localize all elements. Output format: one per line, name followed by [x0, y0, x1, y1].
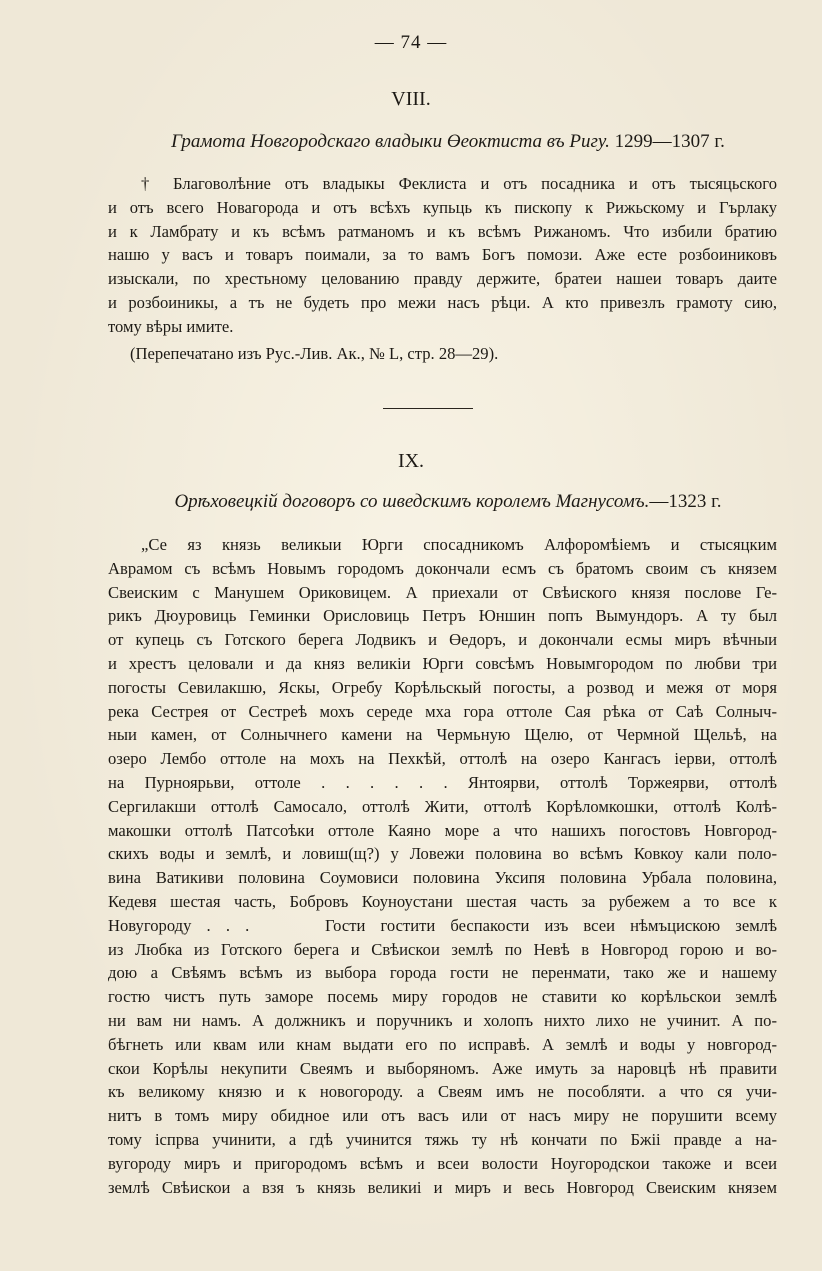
text-line: озеро Лембо оттоле на мохъ на Пехкѣй, оттолѣ на озеро Кангасъ іерви, оттолѣ — [108, 749, 777, 769]
section-divider — [383, 408, 473, 409]
text-line: и розбоиникы, а тъ не будеть про межи насъ рѣци. А кто привезлъ грамоту сию, — [108, 292, 777, 312]
text-line: от купець съ Готского берега Лодвикъ и Өедоръ, и докончали есмы миръ вѣчныи — [108, 630, 777, 650]
text-line: скои Корѣлы некупити Свеямъ и выборяномъ. Аже имуть за наровцѣ нѣ правити — [108, 1058, 777, 1078]
text-line: ни вам ни намъ. А должникъ и поручникъ и холопъ нихто лихо не учинит. А по- — [108, 1010, 777, 1030]
text-line: нитъ в томъ миру обидное или отъ васъ или от насъ миру не порушити всему — [108, 1106, 777, 1126]
text-line: тому вѣры имите. — [108, 316, 234, 336]
text-line: землѣ Свѣискои а взя ъ князь великиі и миръ и весь Новгород Свеиским князем — [108, 1177, 777, 1197]
document-date: —1323 г. — [649, 491, 722, 512]
text-line: † Благоволѣние отъ владыкы Феклиста и отъ посадника и отъ тысяцьского — [141, 174, 777, 193]
document-body — [108, 172, 777, 339]
text-line: и хрестъ целовали и да княз великіи Юрги совсѣмъ Новымгородом по любви три — [108, 653, 777, 673]
text-line: Новугороду . . . Гости гостити беспакости изъ всеи нѣмъцискою землѣ — [108, 915, 777, 935]
document-title-text: Орѣховецкій договоръ со шведскимъ королемъ Магнусомъ. — [174, 491, 650, 512]
text-line: и отъ всего Новагорода и отъ всѣхъ купьць къ пископу к Рижьскому и Гърлаку — [108, 197, 777, 217]
text-line: гостю чистъ путь заморе посемь миру городов не ставити ко корѣльскои землѣ — [108, 987, 777, 1007]
document-title — [108, 131, 788, 153]
text-line: „Се яз князь великыи Юрги спосадникомъ Алфоромѣіемъ и стысяцким — [141, 535, 777, 554]
document-title — [108, 491, 788, 513]
text-line: из Любка из Готского берега и Свѣискои землѣ по Невѣ в Новгород горою и во- — [108, 939, 777, 959]
text-line: на Пурноярьви, оттоле . . . . . . Янтоярви, оттолѣ Торжеярви, оттолѣ — [108, 772, 777, 792]
text-line: нашю у васъ и товаръ поимали, за то вамъ Богъ помози. Аже есте розбоиниковъ — [108, 245, 777, 265]
text-line: ныи камен, от Солнычнего камени на Чермьную Щелю, от Чермной Щельѣ, на — [108, 725, 777, 745]
text-line: къ великому князю и к новогороду. а Свеям имъ не пособляти. а что ся учи- — [108, 1082, 777, 1102]
text-line: скихъ воды и землѣ, и ловиш(щ?) у Ловежи половина во всѣмъ Ковкоу кали поло- — [108, 844, 777, 864]
text-line: изыскали, по хрестьному целованию правду держите, братеи нашеи товаръ даите — [108, 269, 777, 289]
text-line: Свеиским с Манушем Ориковицем. А приехали от Свѣиского князя послове Ге- — [108, 582, 777, 602]
page-number: — 74 — — [374, 32, 448, 53]
text-line: Аврамом съ всѣмъ Новымъ городомъ докончали есмъ съ братомъ своим съ князем — [108, 558, 777, 578]
section-numeral: VIII. — [391, 88, 431, 110]
document-date: 1299—1307 г. — [614, 131, 725, 152]
text-line: река Сестрея от Сестреѣ мохъ середе мха гора оттоле Сая рѣка от Саѣ Солныч- — [108, 701, 777, 721]
text-line: тому іспрва учинити, а гдѣ учинится тяжь ту нѣ кончати по Бжіі правде а на- — [108, 1129, 777, 1149]
text-line: рикъ Дюуровиць Геминки Орисловиць Петръ Юншин попъ Вымундоръ. А ту был — [108, 606, 777, 626]
text-line: вугороду миръ и пригородомъ всѣмъ и всеи волости Ноугородскои такоже и всеи — [108, 1153, 777, 1173]
source-note: (Перепечатано изъ Рус.-Лив. Ак., № L, стр. 28—29). — [130, 344, 499, 363]
text-line: дою а Свѣямъ всѣмъ из выбора города гости не перенмати, тако же и нашему — [108, 963, 777, 983]
document-body — [108, 533, 777, 1199]
text-line: Кедевя шестая часть, Бобровъ Коуноустани шестая часть за рубежем а то все к — [108, 891, 777, 911]
section-numeral: IX. — [397, 450, 425, 472]
text-line: Сергилакши оттолѣ Самосало, оттолѣ Жити, оттолѣ Корѣломкошки, оттолѣ Колѣ- — [108, 796, 777, 816]
text-line: бѣгнеть или квам или кнам выдати его по исправѣ. А землѣ и воды у новгород- — [108, 1034, 777, 1054]
text-line: вина Ватикиви половина Соумовиси половина Уксипя половина Урбала половина, — [108, 868, 777, 888]
text-line: макошки оттолѣ Патсоѣки оттоле Каяно море а что нашихъ погостовъ Новгород- — [108, 820, 777, 840]
document-title-text: Грамота Новгородскаго владыки Өеоктиста въ Ригу. — [171, 131, 610, 152]
text-line: и к Ламбрату и къ всѣмъ ратманомъ и къ всѣмъ Рижаномъ. Что избили братию — [108, 221, 777, 241]
text-line: погосты Севилакшю, Яскы, Огребу Корѣльскый погосты, а розвод и межя от моря — [108, 677, 777, 697]
